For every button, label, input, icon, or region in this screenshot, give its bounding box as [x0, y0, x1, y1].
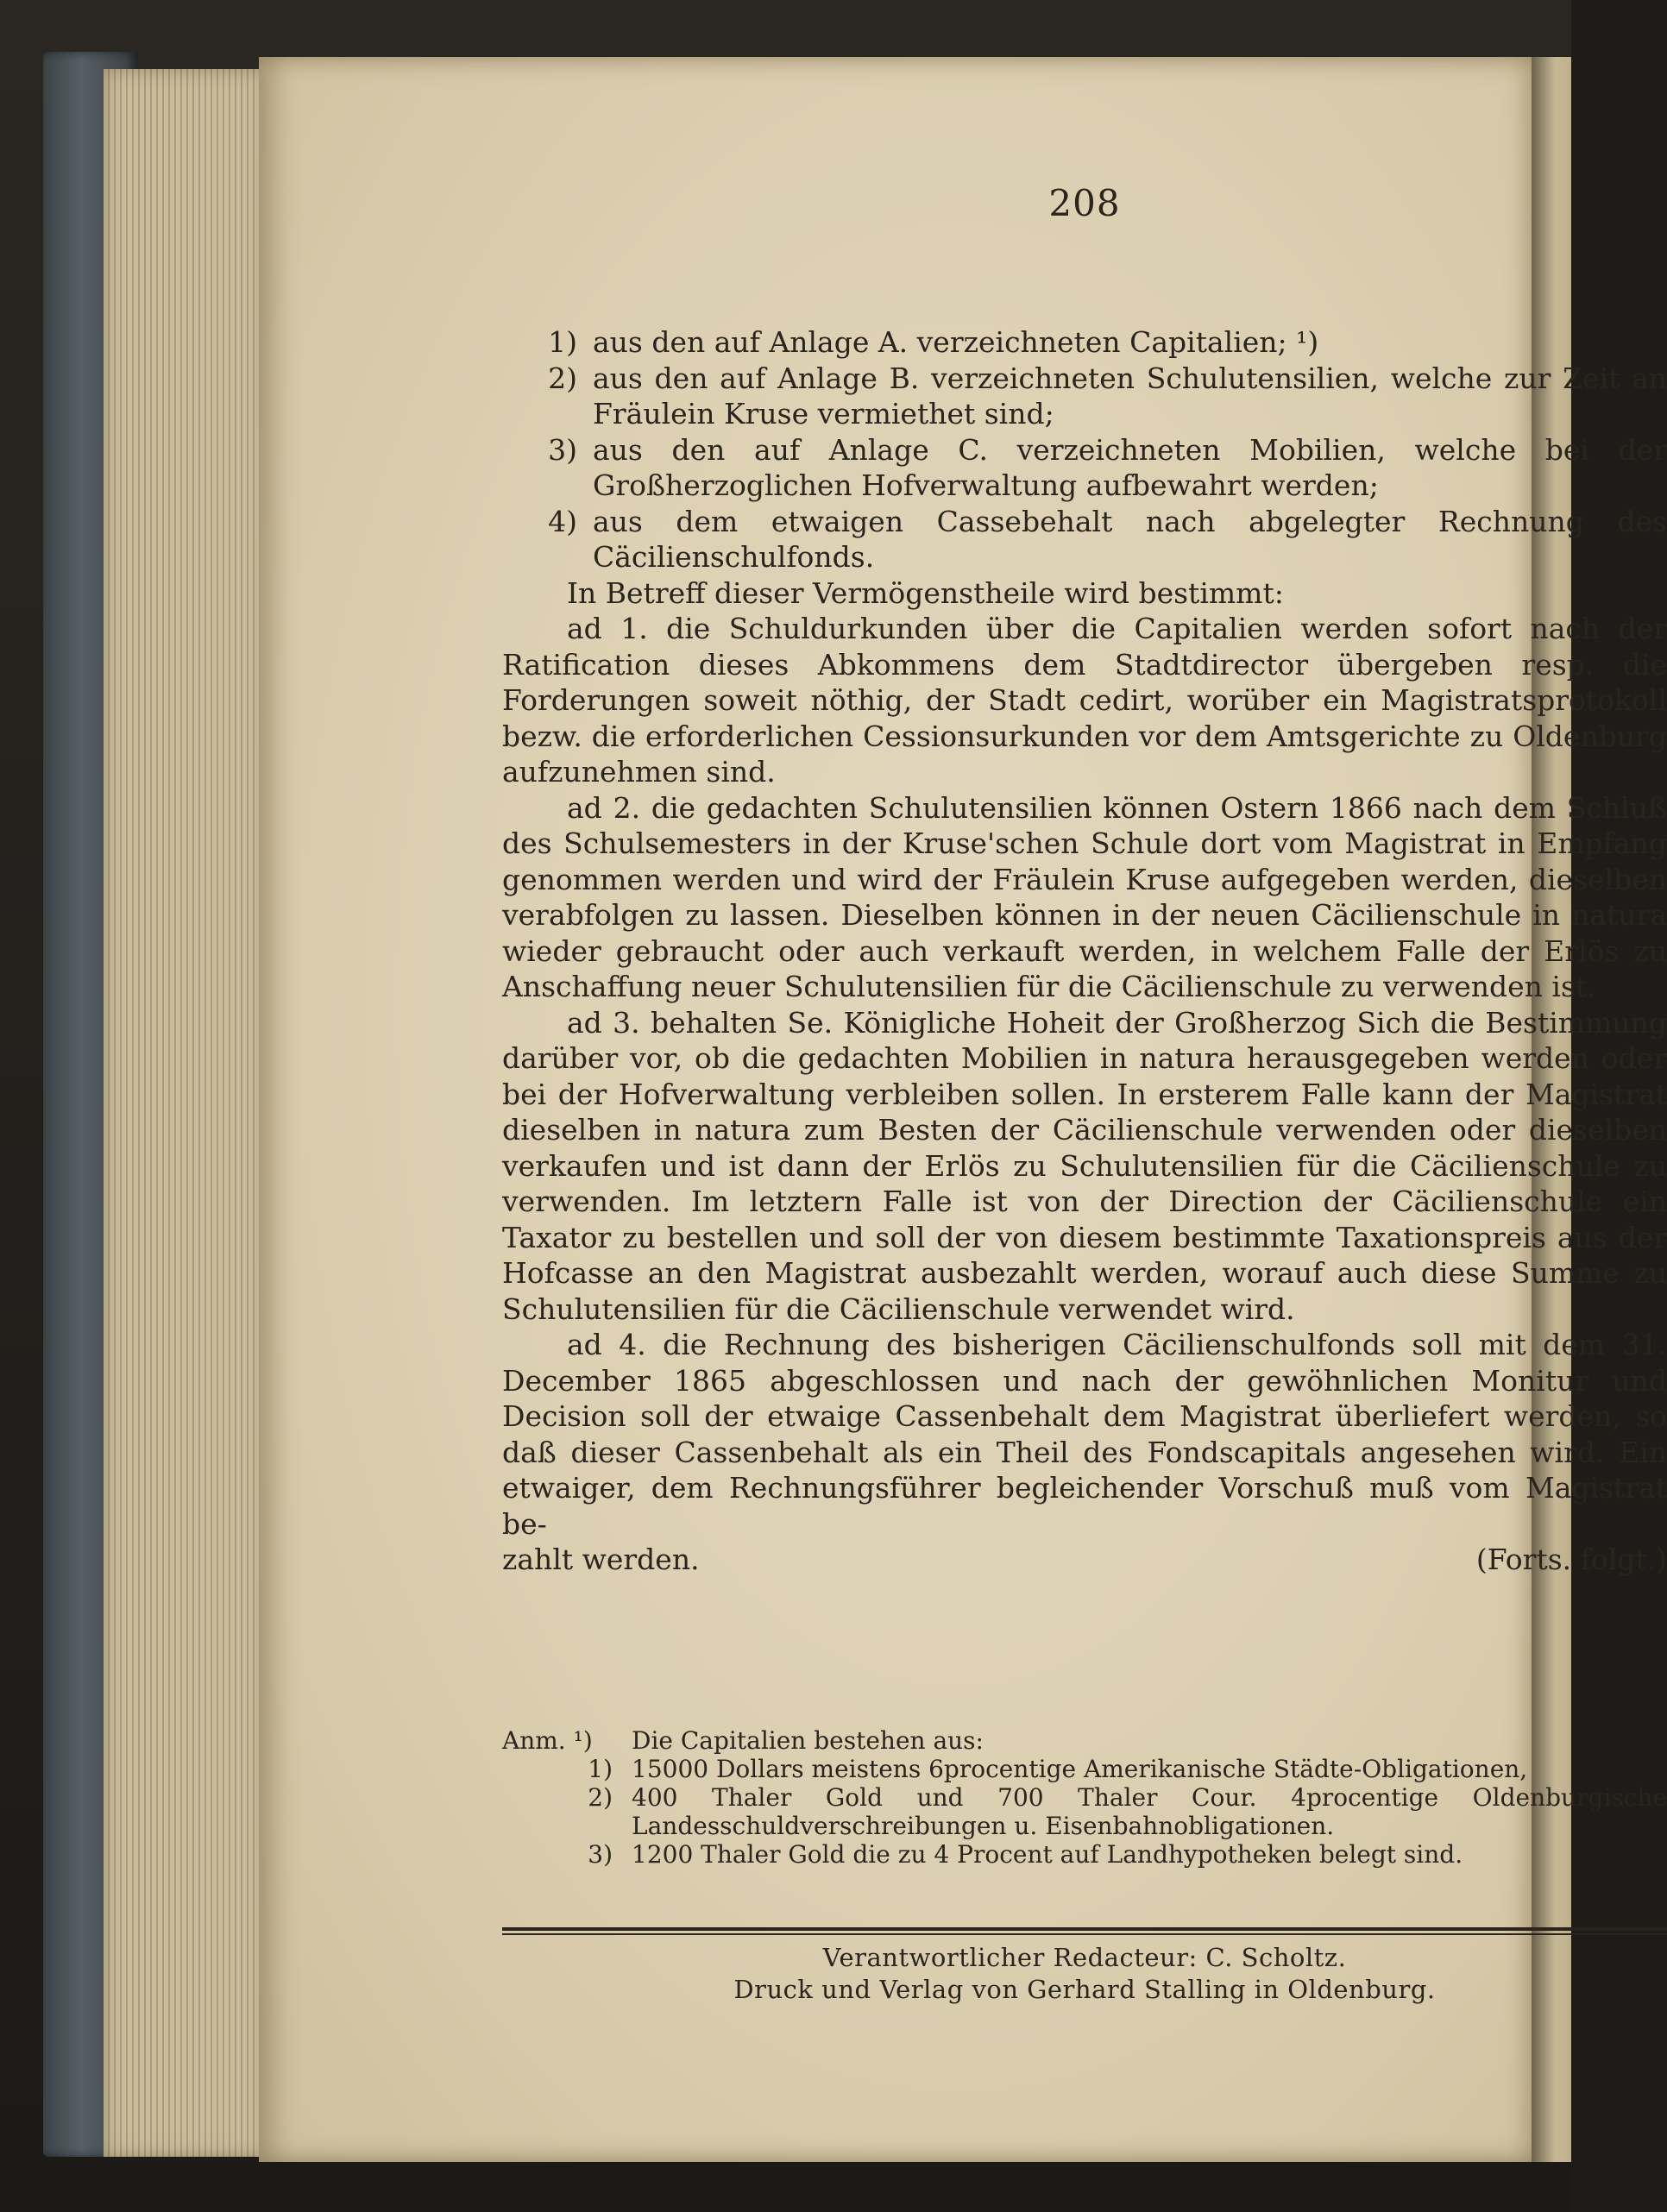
list-item: [502, 432, 1667, 504]
list-item-text: aus den auf Anlage B. verzeichneten Schulutensilien, welche zur Zeit an Fräulein Kruse vermiethet sind;: [593, 361, 1667, 430]
page: [259, 57, 1667, 2162]
list-item-number: 2): [548, 361, 577, 395]
list-item: [502, 361, 1667, 432]
divider-rule: [502, 1927, 1667, 1935]
paragraph-end: [502, 1542, 1667, 1578]
footnote-item: [502, 1755, 1667, 1783]
footnote-item-text: 1200 Thaler Gold die zu 4 Procent auf Landhypotheken belegt sind.: [632, 1840, 1463, 1869]
footnote-item-text: 400 Thaler Gold und 700 Thaler Cour. 4procentige Oldenburgische Landesschuldverschreibungen u. Eisenbahnobligationen.: [632, 1783, 1667, 1840]
footnote-label: Anm. ¹): [502, 1726, 593, 1755]
paragraph: In Betreff dieser Vermögenstheile wird bestimmt:: [567, 575, 1284, 610]
list-item-text: aus den auf Anlage C. verzeichneten Mobilien, welche bei der Großherzoglichen Hofverwaltung aufbewahrt werden;: [593, 432, 1667, 502]
footnote-item-number: 2): [588, 1783, 613, 1812]
paragraph: ad 2. die gedachten Schulutensilien können Ostern 1866 nach dem Schluß des Schulsemesters in der Kruse'schen Schule dort vom Magistrat in Empfang genommen werden und wird der Fräulein Kruse aufgegeben werden, dieselben verabfolgen zu lassen. Dieselben können in der neuen Cäcilienschule in natura wieder gebraucht oder auch verkauft werden, in welchem Falle der Erlös zu Anschaffung neuer Schulutensilien für die Cäcilienschule zu verwenden ist.: [502, 790, 1667, 1003]
list-item-number: 4): [548, 504, 577, 538]
list-item-text: aus den auf Anlage A. verzeichneten Capitalien; ¹): [593, 325, 1319, 359]
editor-line: Verantwortlicher Redacteur: C. Scholtz.: [822, 1943, 1347, 1972]
footnote-heading-text: Die Capitalien bestehen aus:: [632, 1726, 984, 1755]
paragraph: ad 4. die Rechnung des bisherigen Cäcilienschulfonds soll mit dem 31. December 1865 abgeschlossen und nach der gewöhnlichen Monitur und Decision soll der etwaige Cassenbehalt dem Magistrat überliefert werden, so daß dieser Cassenbehalt als ein Theil des Fondscapitals angesehen wird. Ein etwaiger, dem Rechnungsführer begleichender Vorschuß muß vom Magistrat be-: [502, 1328, 1667, 1541]
list-item-number: 1): [548, 325, 577, 359]
body-text: [502, 324, 1667, 1578]
footnote-item-text: 15000 Dollars meistens 6procentige Amerikanische Städte-Obligationen,: [632, 1755, 1528, 1783]
page-number: 208: [1048, 182, 1121, 224]
footnote-item-number: 3): [588, 1840, 613, 1869]
footnote-item-number: 1): [588, 1755, 613, 1783]
list-item: [502, 324, 1667, 361]
printer-line: Druck und Verlag von Gerhard Stalling in Oldenburg.: [733, 1975, 1436, 2004]
page-edges: [104, 69, 267, 2157]
footnote-heading: [502, 1726, 1667, 1755]
list-item-text: aus dem etwaigen Cassebehalt nach abgelegter Rechnung des Cäcilienschulfonds.: [593, 504, 1667, 574]
list-item-number: 3): [548, 432, 577, 467]
paragraph-last-line: zahlt werden.: [502, 1543, 700, 1576]
paragraph: ad 1. die Schuldurkunden über die Capitalien werden sofort nach der Ratification dieses Abkommens dem Stadtdirector übergeben resp. die Forderungen soweit nöthig, der Stadt cedirt, worüber ein Magistratsprotokoll bezw. die erforderlichen Cessionsurkunden vor dem Amtsgerichte zu Oldenburg aufzunehmen sind.: [502, 612, 1667, 789]
footnote-item: [502, 1783, 1667, 1840]
list-item: [502, 504, 1667, 575]
continuation-note: (Forts. folgt.): [1475, 1543, 1667, 1576]
paragraph: ad 3. behalten Se. Königliche Hoheit der Großherzog Sich die Bestimmung darüber vor, ob die gedachten Mobilien in natura herausgegeben werden oder bei der Hofverwaltung verbleiben sollen. In ersterem Falle kann der Magistrat dieselben in natura zum Besten der Cäcilienschule verwenden oder dieselben verkaufen und ist dann der Erlös zu Schulutensilien für die Cäcilienschule zu verwenden. Im letztern Falle ist von der Direction der Cäcilienschule ein Taxator zu bestellen und soll der von diesem bestimmte Taxationspreis aus der Hofcasse an den Magistrat ausbezahlt werden, worauf auch diese Summe zu Schulutensilien für die Cäcilienschule verwendet wird.: [502, 1005, 1667, 1326]
footnotes: [502, 1726, 1667, 1869]
footnote-item: [502, 1840, 1667, 1869]
